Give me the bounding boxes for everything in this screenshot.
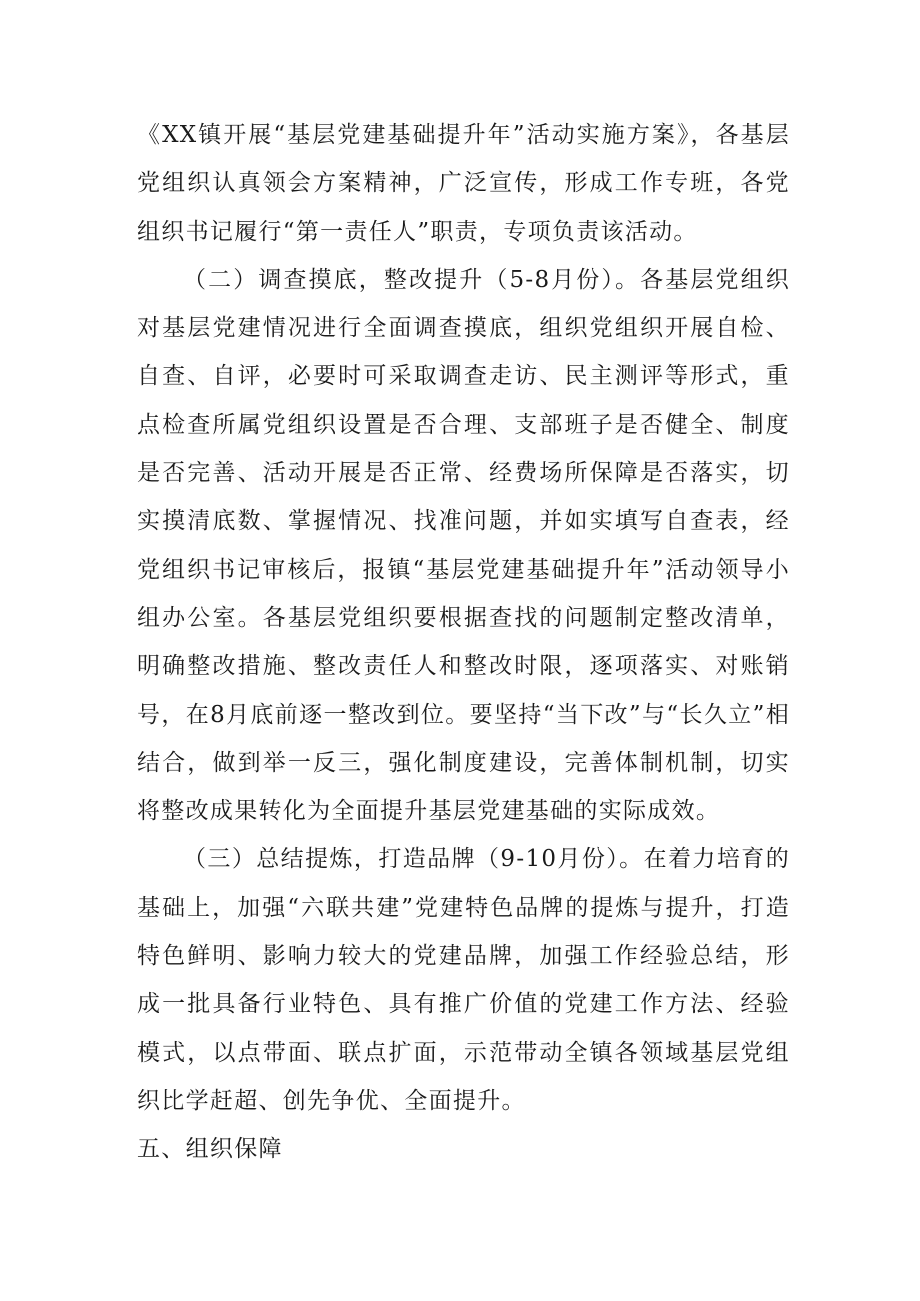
paragraph-summary-branding: （三）总结提炼，打造品牌（9-10月份）。在着力培育的基础上，加强“六联共建”党建特色品牌的提炼与提升，打造特色鲜明、影响力较大的党建品牌，加强工作经验总结，形成一批具备行业特色、具有推广价值的党建工作方法、经验模式，以点带面、联点扩面，示范带动全镇各领域基层党组织比学赶超、创先争优、全面提升。 (137, 846, 790, 1114)
section-heading-organization-guarantee: 五、组织保障 (137, 1136, 283, 1163)
paragraph-investigation-rectification: （二）调查摸底，整改提升（5-8月份）。各基层党组织对基层党建情况进行全面调查摸底，组织党组织开展自检、自查、自评，必要时可采取调查走访、民主测评等形式，重点检查所属党组织设置是否合理、支部班子是否健全、制度是否完善、活动开展是否正常、经费场所保障是否落实，切实摸清底数、掌握情况、找准问题，并如实填写自查表，经党组织书记审核后，报镇“基层党建基础提升年”活动领导小组办公室。各基层党组织要根据查找的问题制定整改清单，明确整改措施、整改责任人和整改时限，逐项落实、对账销号，在8月底前逐一整改到位。要坚持“当下改”与“长久立”相结合，做到举一反三，强化制度建设，完善体制机制，切实将整改成果转化为全面提升基层党建基础的实际成效。 (137, 266, 790, 825)
document-body (137, 111, 790, 1174)
paragraph-continuation: 《XX镇开展“基层党建基础提升年”活动实施方案》，各基层党组织认真领会方案精神，广泛宣传，形成工作专班，各党组织书记履行“第一责任人”职责，专项负责该活动。 (137, 122, 790, 245)
